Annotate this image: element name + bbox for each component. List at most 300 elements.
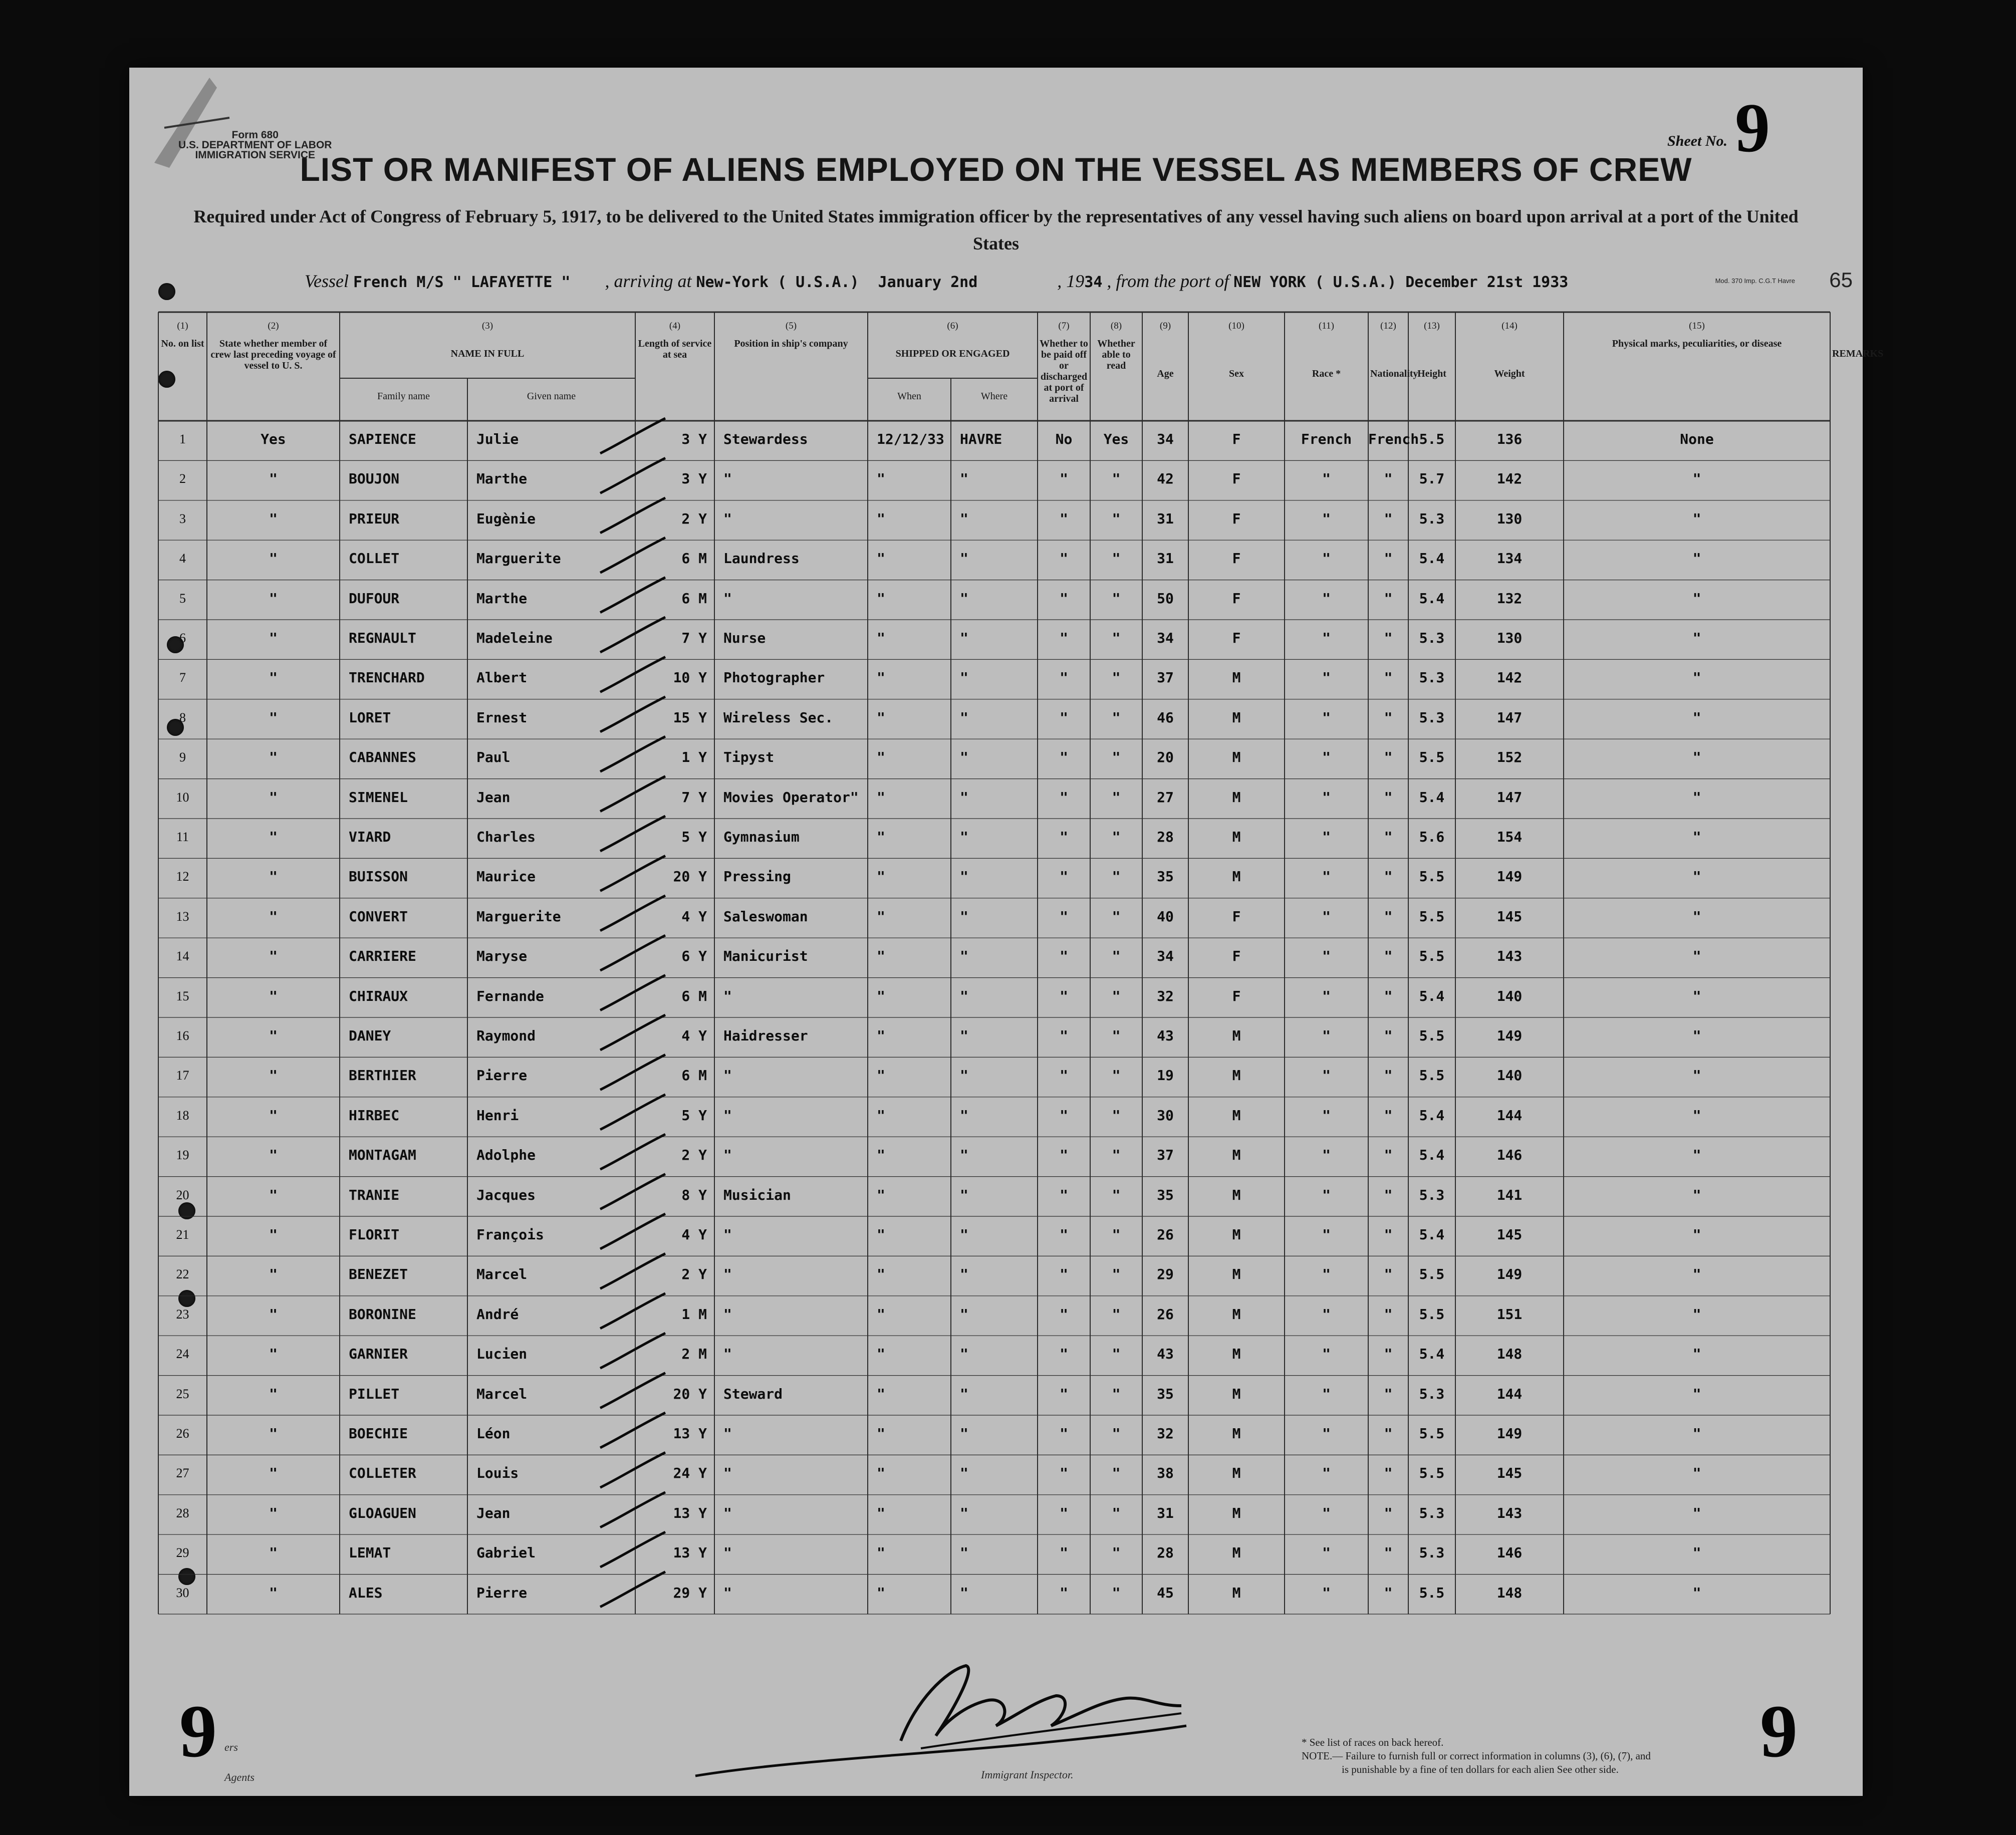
- service-length-cell: 20 Y: [673, 1385, 707, 1402]
- race-cell: ": [1322, 1266, 1331, 1283]
- prev-voyage-cell: ": [269, 1305, 278, 1323]
- sex-cell: F: [1232, 987, 1241, 1004]
- family-name-cell: DUFOUR: [349, 590, 400, 607]
- service-length-cell: 6 M: [681, 550, 707, 567]
- column-header: Whether to be paid off or discharged at port of arrival: [1040, 338, 1088, 404]
- family-name-cell: PRIEUR: [349, 510, 400, 527]
- prev-voyage-cell: ": [269, 868, 278, 885]
- nationality-cell: ": [1384, 948, 1393, 965]
- shipped-where-cell: ": [960, 1067, 968, 1084]
- race-cell: ": [1322, 1544, 1331, 1561]
- position-cell: ": [723, 470, 732, 487]
- shipped-when-cell: ": [877, 709, 885, 726]
- year-label: , 19: [1057, 271, 1085, 291]
- shipped-where-cell: ": [960, 1584, 968, 1601]
- physical-marks-cell: ": [1692, 868, 1701, 885]
- footer-masters-label: ers: [224, 1741, 238, 1753]
- nationality-cell: ": [1384, 669, 1393, 686]
- race-cell: ": [1322, 1584, 1331, 1601]
- height-cell: 5.3: [1419, 510, 1445, 527]
- service-length-cell: 15 Y: [673, 709, 707, 726]
- sex-cell: F: [1232, 948, 1241, 965]
- weight-cell: 151: [1496, 1305, 1523, 1323]
- paid-off-cell: No: [1055, 431, 1073, 447]
- paid-off-cell: ": [1060, 1027, 1068, 1044]
- prev-voyage-cell: ": [269, 1425, 278, 1442]
- weight-cell: 154: [1496, 829, 1523, 845]
- shipped-where-cell: ": [960, 948, 968, 965]
- given-name-cell: Julie: [476, 431, 519, 447]
- column-number: (15): [1689, 321, 1705, 331]
- weight-cell: 147: [1496, 789, 1523, 806]
- sex-cell: M: [1232, 1465, 1241, 1482]
- prev-voyage-cell: ": [269, 510, 278, 527]
- able-to-read-cell: ": [1112, 1346, 1121, 1363]
- paid-off-cell: ": [1060, 868, 1068, 885]
- physical-marks-cell: ": [1692, 1544, 1701, 1561]
- arrival-date: January 2nd: [878, 274, 978, 291]
- shipped-when-cell: ": [877, 550, 885, 567]
- nationality-cell: ": [1384, 1465, 1393, 1482]
- shipped-when-cell: ": [877, 1027, 885, 1044]
- race-cell: ": [1322, 987, 1331, 1004]
- column-number: (13): [1424, 321, 1440, 331]
- able-to-read-cell: ": [1112, 669, 1121, 686]
- race-cell: ": [1322, 1465, 1331, 1482]
- race-cell: ": [1322, 590, 1331, 607]
- inspector-signature: [685, 1641, 1236, 1791]
- row-number: 28: [176, 1505, 189, 1520]
- shipped-where-cell: ": [960, 829, 968, 845]
- shipped-where-cell: ": [960, 709, 968, 726]
- nationality-cell: ": [1384, 1147, 1393, 1164]
- nationality-cell: ": [1384, 908, 1393, 925]
- physical-marks-cell: ": [1692, 987, 1701, 1004]
- column-header: Nationality: [1370, 368, 1418, 379]
- prev-voyage-cell: ": [269, 1107, 278, 1124]
- weight-cell: 134: [1496, 550, 1523, 567]
- shipped-where-cell: ": [960, 1147, 968, 1164]
- position-cell: Wireless Sec.: [723, 709, 834, 726]
- age-cell: 37: [1157, 1147, 1174, 1164]
- paid-off-cell: ": [1060, 709, 1068, 726]
- sex-cell: M: [1232, 1385, 1241, 1402]
- vessel-name: French M/S " LAFAYETTE ": [353, 274, 571, 291]
- able-to-read-cell: ": [1112, 789, 1121, 806]
- age-cell: 27: [1157, 789, 1174, 806]
- age-cell: 35: [1157, 1385, 1174, 1402]
- sex-cell: M: [1232, 1266, 1241, 1283]
- prev-voyage-cell: ": [269, 630, 278, 646]
- prev-voyage-cell: ": [269, 1027, 278, 1044]
- weight-cell: 130: [1496, 630, 1523, 646]
- shipped-when-cell: ": [877, 948, 885, 965]
- able-to-read-cell: ": [1112, 470, 1121, 487]
- able-to-read-cell: ": [1112, 1027, 1121, 1044]
- age-cell: 43: [1157, 1346, 1174, 1363]
- position-cell: ": [723, 1465, 732, 1482]
- row-number: 25: [176, 1386, 189, 1401]
- race-cell: ": [1322, 948, 1331, 965]
- prev-voyage-cell: ": [269, 1226, 278, 1243]
- race-cell: ": [1322, 1504, 1331, 1521]
- weight-cell: 141: [1496, 1186, 1523, 1203]
- nationality-cell: ": [1384, 590, 1393, 607]
- row-number: 4: [179, 551, 186, 566]
- sheet-number-value: 9: [1735, 89, 1770, 167]
- given-name-cell: Marthe: [476, 590, 528, 607]
- paid-off-cell: ": [1060, 669, 1068, 686]
- race-cell: ": [1322, 1186, 1331, 1203]
- height-cell: 5.3: [1419, 1504, 1445, 1521]
- service-length-cell: 4 Y: [681, 1226, 707, 1243]
- shipped-when-cell: ": [877, 987, 885, 1004]
- given-name-cell: Marthe: [476, 470, 528, 487]
- weight-cell: 136: [1496, 431, 1523, 447]
- given-name-cell: Marguerite: [476, 550, 561, 567]
- row-number: 17: [176, 1068, 189, 1083]
- row-number: 1: [179, 432, 186, 446]
- paid-off-cell: ": [1060, 630, 1068, 646]
- column-number: (5): [785, 321, 797, 331]
- height-cell: 5.3: [1419, 1385, 1445, 1402]
- family-name-cell: GLOAGUEN: [349, 1504, 416, 1521]
- family-name-cell: BUISSON: [349, 868, 408, 885]
- row-number: 24: [176, 1347, 189, 1362]
- physical-marks-cell: ": [1692, 630, 1701, 646]
- weight-cell: 146: [1496, 1147, 1523, 1164]
- height-cell: 5.3: [1419, 709, 1445, 726]
- physical-marks-cell: ": [1692, 1067, 1701, 1084]
- shipped-when-cell: ": [877, 590, 885, 607]
- race-cell: ": [1322, 630, 1331, 646]
- race-cell: ": [1322, 829, 1331, 845]
- age-cell: 28: [1157, 829, 1174, 845]
- given-name-cell: Jacques: [476, 1186, 536, 1203]
- able-to-read-cell: ": [1112, 1385, 1121, 1402]
- given-name-cell: Charles: [476, 829, 536, 845]
- age-cell: 31: [1157, 550, 1174, 567]
- row-number: 20: [176, 1187, 189, 1202]
- physical-marks-cell: ": [1692, 1266, 1701, 1283]
- position-cell: Photographer: [723, 669, 825, 686]
- physical-marks-cell: ": [1692, 789, 1701, 806]
- service-length-cell: 29 Y: [673, 1584, 707, 1601]
- corner-mark: 65: [1829, 268, 1853, 292]
- race-cell: ": [1322, 709, 1331, 726]
- nationality-cell: ": [1384, 1584, 1393, 1601]
- sex-cell: M: [1232, 1425, 1241, 1442]
- paid-off-cell: ": [1060, 1067, 1068, 1084]
- given-name-cell: Marcel: [476, 1266, 528, 1283]
- paid-off-cell: ": [1060, 1425, 1068, 1442]
- column-number: (14): [1501, 321, 1518, 331]
- column-header: Age: [1157, 368, 1174, 379]
- able-to-read-cell: ": [1112, 1067, 1121, 1084]
- family-name-cell: VIARD: [349, 829, 391, 845]
- height-cell: 5.5: [1419, 1027, 1445, 1044]
- family-name-cell: MONTAGAM: [349, 1147, 416, 1164]
- family-name-cell: TRANIE: [349, 1186, 400, 1203]
- nationality-cell: ": [1384, 829, 1393, 845]
- weight-cell: 143: [1496, 948, 1523, 965]
- height-cell: 5.5: [1419, 908, 1445, 925]
- race-cell: ": [1322, 510, 1331, 527]
- column-number: (7): [1058, 321, 1070, 331]
- family-name-cell: REGNAULT: [349, 630, 416, 646]
- physical-marks-cell: ": [1692, 1465, 1701, 1482]
- nationality-cell: ": [1384, 1385, 1393, 1402]
- sex-cell: M: [1232, 1584, 1241, 1601]
- physical-marks-cell: ": [1692, 1305, 1701, 1323]
- race-cell: ": [1322, 1067, 1331, 1084]
- race-cell: ": [1322, 1147, 1331, 1164]
- row-number: 19: [176, 1148, 189, 1163]
- height-cell: 5.4: [1419, 1346, 1445, 1363]
- position-cell: Haidresser: [723, 1027, 808, 1044]
- shipped-when-cell: ": [877, 1544, 885, 1561]
- family-name-cell: BENEZET: [349, 1266, 408, 1283]
- height-cell: 5.4: [1419, 987, 1445, 1004]
- shipped-when-cell: ": [877, 1186, 885, 1203]
- shipped-where-cell: ": [960, 470, 968, 487]
- nationality-cell: ": [1384, 1107, 1393, 1124]
- physical-marks-cell: ": [1692, 1186, 1701, 1203]
- prev-voyage-cell: ": [269, 948, 278, 965]
- sex-cell: M: [1232, 709, 1241, 726]
- sex-cell: M: [1232, 669, 1241, 686]
- able-to-read-cell: ": [1112, 868, 1121, 885]
- service-length-cell: 4 Y: [681, 908, 707, 925]
- weight-cell: 146: [1496, 1544, 1523, 1561]
- prev-voyage-cell: ": [269, 987, 278, 1004]
- able-to-read-cell: ": [1112, 829, 1121, 845]
- family-name-cell: LORET: [349, 709, 391, 726]
- height-cell: 5.4: [1419, 789, 1445, 806]
- manifest-sheet: [129, 68, 1884, 1796]
- able-to-read-cell: ": [1112, 1266, 1121, 1283]
- position-cell: Gymnasium: [723, 829, 800, 845]
- age-cell: 35: [1157, 1186, 1174, 1203]
- nationality-cell: ": [1384, 1186, 1393, 1203]
- weight-cell: 140: [1496, 1067, 1523, 1084]
- given-name-cell: Jean: [476, 789, 511, 806]
- height-cell: 5.4: [1419, 550, 1445, 567]
- shipped-where-cell: ": [960, 590, 968, 607]
- age-cell: 50: [1157, 590, 1174, 607]
- position-cell: ": [723, 1107, 732, 1124]
- footnotes: [1302, 1736, 1651, 1776]
- position-cell: ": [723, 1226, 732, 1243]
- able-to-read-cell: ": [1112, 709, 1121, 726]
- column-number: (12): [1380, 321, 1396, 331]
- height-cell: 5.4: [1419, 1107, 1445, 1124]
- prev-voyage-cell: ": [269, 1465, 278, 1482]
- height-cell: 5.4: [1419, 590, 1445, 607]
- height-cell: 5.6: [1419, 829, 1445, 845]
- service-length-cell: 6 M: [681, 1067, 707, 1084]
- prev-voyage-cell: ": [269, 789, 278, 806]
- shipped-where-cell: ": [960, 669, 968, 686]
- service-length-cell: 13 Y: [673, 1504, 707, 1521]
- shipped-where-cell: ": [960, 1186, 968, 1203]
- sex-cell: M: [1232, 1504, 1241, 1521]
- shipped-where-cell: ": [960, 749, 968, 766]
- service-length-cell: 2 Y: [681, 510, 707, 527]
- shipped-where-cell: ": [960, 510, 968, 527]
- given-name-cell: Léon: [476, 1425, 511, 1442]
- column-header: Height: [1417, 368, 1446, 379]
- sex-cell: M: [1232, 1544, 1241, 1561]
- row-number: 8: [179, 710, 186, 725]
- position-cell: ": [723, 590, 732, 607]
- page-title: LIST OR MANIFEST OF ALIENS EMPLOYED ON THE VESSEL AS MEMBERS OF CREW: [300, 151, 1692, 188]
- sex-cell: F: [1232, 510, 1241, 527]
- sex-cell: M: [1232, 868, 1241, 885]
- weight-cell: 152: [1496, 749, 1523, 766]
- family-name-cell: SAPIENCE: [349, 431, 416, 447]
- family-name-cell: PILLET: [349, 1385, 400, 1402]
- prev-voyage-cell: Yes: [261, 431, 286, 447]
- nationality-cell: ": [1384, 1266, 1393, 1283]
- shipped-where-cell: ": [960, 630, 968, 646]
- given-name-cell: Pierre: [476, 1584, 528, 1601]
- shipped-when-cell: ": [877, 789, 885, 806]
- given-name-cell: Lucien: [476, 1346, 528, 1363]
- weight-cell: 149: [1496, 868, 1523, 885]
- shipped-when-cell: 12/12/33: [877, 431, 944, 447]
- race-cell: ": [1322, 908, 1331, 925]
- footer-sheet-number-right: 9: [1760, 1690, 1798, 1773]
- position-cell: ": [723, 1504, 732, 1521]
- given-name-cell: Raymond: [476, 1027, 536, 1044]
- shipped-when-cell: ": [877, 1346, 885, 1363]
- prev-voyage-cell: ": [269, 1266, 278, 1283]
- subhead-given-name: Given name: [527, 391, 576, 402]
- physical-marks-cell: ": [1692, 829, 1701, 845]
- family-name-cell: ALES: [349, 1584, 383, 1601]
- service-length-cell: 2 Y: [681, 1266, 707, 1283]
- weight-cell: 148: [1496, 1584, 1523, 1601]
- from-label: , from the port of: [1107, 271, 1229, 291]
- able-to-read-cell: ": [1112, 630, 1121, 646]
- height-cell: 5.5: [1419, 1067, 1445, 1084]
- service-length-cell: 4 Y: [681, 1027, 707, 1044]
- given-name-cell: Albert: [476, 669, 528, 686]
- row-number: 10: [176, 790, 189, 805]
- row-number: 30: [176, 1585, 189, 1600]
- weight-cell: 140: [1496, 987, 1523, 1004]
- height-cell: 5.5: [1419, 431, 1445, 447]
- row-number: 2: [179, 471, 186, 486]
- paid-off-cell: ": [1060, 908, 1068, 925]
- row-number: 11: [176, 830, 189, 844]
- position-cell: ": [723, 510, 732, 527]
- position-cell: Tipyst: [723, 749, 775, 766]
- prev-voyage-cell: ": [269, 1385, 278, 1402]
- shipped-when-cell: ": [877, 868, 885, 885]
- given-name-cell: François: [476, 1226, 544, 1243]
- sex-cell: M: [1232, 1186, 1241, 1203]
- race-cell: ": [1322, 1385, 1331, 1402]
- position-cell: ": [723, 1346, 732, 1363]
- position-cell: Saleswoman: [723, 908, 808, 925]
- nationality-cell: ": [1384, 510, 1393, 527]
- service-length-cell: 3 Y: [681, 431, 707, 447]
- arriving-at: New-York ( U.S.A.): [696, 274, 859, 291]
- family-name-cell: BOECHIE: [349, 1425, 408, 1442]
- family-name-cell: COLLET: [349, 550, 400, 567]
- able-to-read-cell: ": [1112, 550, 1121, 567]
- service-length-cell: 6 Y: [681, 948, 707, 965]
- prev-voyage-cell: ": [269, 829, 278, 845]
- vessel-label: Vessel: [305, 271, 349, 291]
- age-cell: 26: [1157, 1305, 1174, 1323]
- service-length-cell: 5 Y: [681, 1107, 707, 1124]
- sex-cell: M: [1232, 829, 1241, 845]
- age-cell: 45: [1157, 1584, 1174, 1601]
- shipped-where-cell: ": [960, 1226, 968, 1243]
- height-cell: 5.5: [1419, 1465, 1445, 1482]
- service-length-cell: 1 M: [681, 1305, 707, 1323]
- sex-cell: F: [1232, 908, 1241, 925]
- position-cell: Musician: [723, 1186, 791, 1203]
- family-name-cell: LEMAT: [349, 1544, 391, 1561]
- position-cell: Pressing: [723, 868, 791, 885]
- arrival-year: 34: [1084, 274, 1103, 291]
- given-name-cell: Adolphe: [476, 1147, 536, 1164]
- position-cell: Steward: [723, 1385, 783, 1402]
- paid-off-cell: ": [1060, 1504, 1068, 1521]
- sex-cell: M: [1232, 749, 1241, 766]
- sex-cell: M: [1232, 1067, 1241, 1084]
- row-number: 16: [176, 1028, 189, 1043]
- shipped-when-cell: ": [877, 1385, 885, 1402]
- sheet-number-label: Sheet No.: [1667, 133, 1727, 149]
- position-cell: Laundress: [723, 550, 800, 567]
- shipped-when-cell: ": [877, 1147, 885, 1164]
- shipped-where-cell: ": [960, 1504, 968, 1521]
- row-number: 7: [179, 670, 186, 685]
- height-cell: 5.5: [1419, 749, 1445, 766]
- service-length-cell: 7 Y: [681, 630, 707, 646]
- race-cell: ": [1322, 1226, 1331, 1243]
- race-cell: French: [1301, 431, 1352, 447]
- age-cell: 46: [1157, 709, 1174, 726]
- given-name-cell: Ernest: [476, 709, 528, 726]
- position-cell: ": [723, 987, 732, 1004]
- column-header: Weight: [1494, 368, 1525, 379]
- family-name-cell: COLLETER: [349, 1465, 416, 1482]
- age-cell: 28: [1157, 1544, 1174, 1561]
- physical-marks-cell: ": [1692, 550, 1701, 567]
- form-number: Form 680 U.S. DEPARTMENT OF LABOR IMMIGRATION SERVICE: [178, 129, 332, 161]
- able-to-read-cell: ": [1112, 749, 1121, 766]
- race-cell: ": [1322, 550, 1331, 567]
- paid-off-cell: ": [1060, 1107, 1068, 1124]
- shipped-where-cell: ": [960, 1107, 968, 1124]
- race-cell: ": [1322, 1305, 1331, 1323]
- paid-off-cell: ": [1060, 1305, 1068, 1323]
- row-number: 12: [176, 869, 189, 884]
- position-cell: Manicurist: [723, 948, 808, 965]
- shipped-when-cell: ": [877, 829, 885, 845]
- paid-off-cell: ": [1060, 470, 1068, 487]
- height-cell: 5.5: [1419, 1425, 1445, 1442]
- race-cell: ": [1322, 868, 1331, 885]
- height-cell: 5.3: [1419, 630, 1445, 646]
- family-name-cell: DANEY: [349, 1027, 391, 1044]
